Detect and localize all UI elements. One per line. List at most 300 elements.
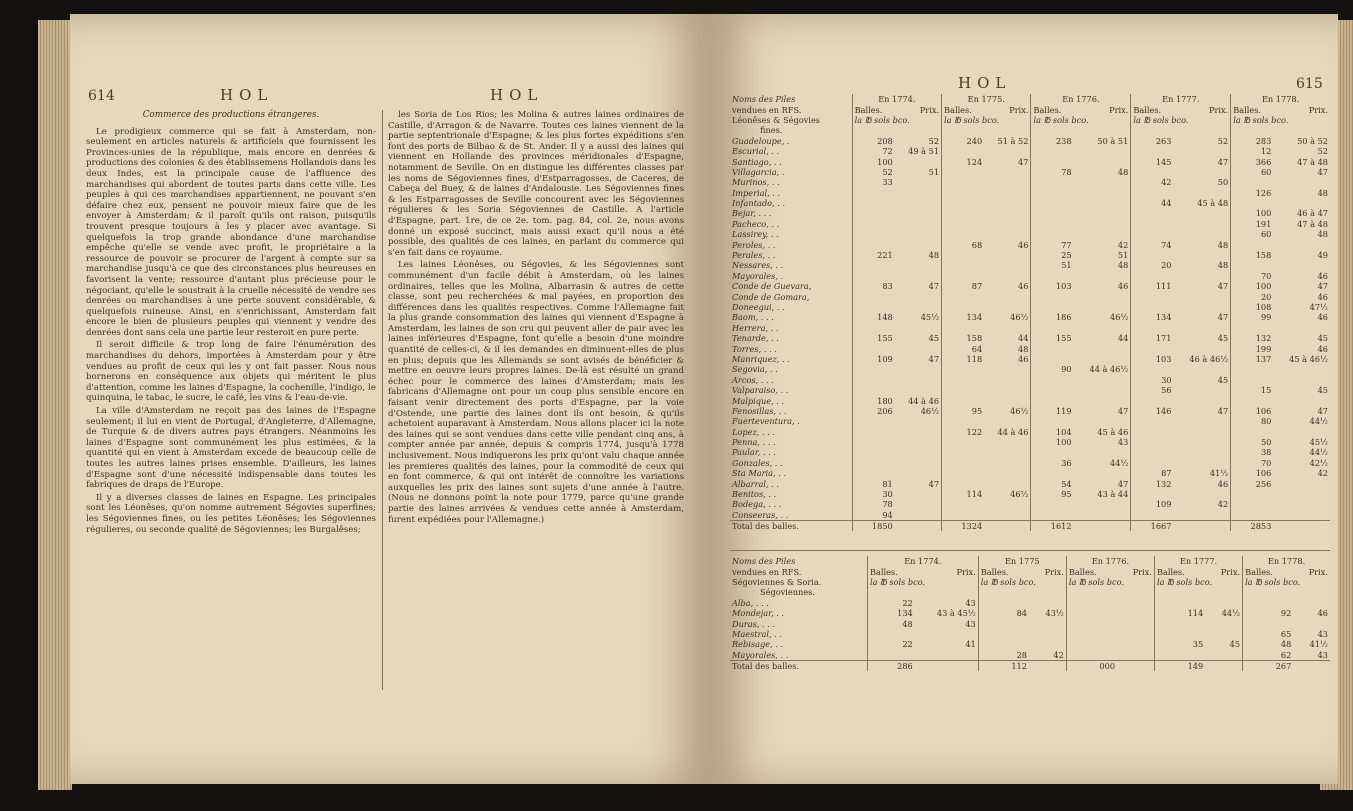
table-cell	[1074, 188, 1131, 198]
bales-header: Balles.	[1154, 566, 1205, 576]
total-value: 1667	[1131, 521, 1174, 532]
pile-name: Sta Maria, . .	[732, 468, 787, 479]
pile-name: Lopez, . . .	[732, 426, 775, 437]
table-cell	[867, 650, 914, 661]
pile-name: Santiago, . .	[732, 156, 782, 167]
column-header-row	[730, 104, 1330, 114]
pile-name: Mayorales, .	[732, 270, 784, 281]
table-cell: 47½	[1309, 302, 1328, 312]
table-row	[730, 156, 1330, 166]
pile-name: Imperial, . .	[732, 187, 781, 198]
totals-row	[730, 521, 1330, 532]
table-cell	[852, 323, 895, 333]
table-row	[730, 271, 1330, 281]
wool-sales-table-2	[730, 556, 1330, 671]
pile-name: Valparaiso, . .	[732, 385, 789, 396]
table-cell	[1131, 167, 1174, 177]
table-row	[730, 468, 1330, 478]
table-cell: 78	[1031, 167, 1074, 177]
pile-name: Mayorales, . .	[732, 649, 789, 660]
table-cell: 15	[1231, 385, 1274, 395]
table-cell	[1273, 395, 1330, 405]
table-cell	[1273, 478, 1330, 488]
table-cell	[1066, 608, 1117, 618]
table-cell	[1173, 219, 1230, 229]
paragraph: La ville d'Amsterdam ne reçoit pas des laines de l'Espagne seulement; il lui en vient de Portugal, d'Angleterre, d'Allemagne, de Turquie & de divers autres pays étrangers. Néanmoins les laines d'Espagne sont communément les plus estimées, & la quantité qui en vient à Amsterdam excede de beaucoup celle de toutes les autres laines prises ensemble. D'ailleurs, les laines d'Espagne sont d'une nécessité indispensable dans toutes les fabriques de draps de l'Europe.	[86, 406, 376, 491]
table-cell	[1154, 629, 1205, 639]
table-row	[730, 447, 1330, 457]
table-cell: 70	[1231, 271, 1274, 281]
table-cell	[984, 468, 1031, 478]
table-row	[730, 499, 1330, 509]
table-cell	[984, 291, 1031, 301]
table-cell: 47	[1117, 405, 1129, 416]
table-cell: 46½	[1109, 312, 1129, 323]
table-cell	[1231, 510, 1274, 521]
table-cell: 46	[1317, 270, 1328, 281]
table-cell: 106	[1231, 468, 1274, 478]
table-cell: 30	[852, 489, 895, 499]
table-row	[730, 354, 1330, 364]
table-cell	[895, 208, 942, 218]
price-header: Prix.	[956, 566, 976, 577]
table-cell	[895, 385, 942, 395]
table-cell	[942, 188, 985, 198]
table-cell: 99	[1231, 312, 1274, 322]
table-cell	[1031, 219, 1074, 229]
table-cell	[1074, 219, 1131, 229]
table-cell	[1293, 618, 1330, 628]
table-cell: 206	[852, 406, 895, 416]
table-cell	[1031, 146, 1074, 156]
bales-header: Balles.	[1243, 566, 1294, 576]
table-cell: 30	[1131, 375, 1174, 385]
table-cell	[1031, 510, 1074, 521]
pile-name: Bejar, . . .	[732, 208, 772, 219]
table-cell: 100	[1031, 437, 1074, 447]
table-cell: 119	[1031, 406, 1074, 416]
table-cell	[895, 447, 942, 457]
table-cell	[984, 437, 1031, 447]
table-cell	[895, 177, 942, 187]
table-cell	[1117, 629, 1154, 639]
pile-name: Fenosillas, . .	[732, 405, 787, 416]
table-cell	[1173, 167, 1230, 177]
table-cell	[852, 188, 895, 198]
table-row	[730, 395, 1330, 405]
table-cell	[852, 343, 895, 353]
table-cell	[1074, 395, 1131, 405]
table-cell: 240	[942, 136, 985, 146]
table-row	[730, 188, 1330, 198]
table-row	[730, 406, 1330, 416]
table-cell	[984, 499, 1031, 509]
table-cell: 124	[942, 156, 985, 166]
table-row	[730, 416, 1330, 426]
price-header: Prix.	[1220, 566, 1241, 577]
unit-label: la ℔ sols bco.	[1231, 115, 1330, 125]
table-cell	[1273, 375, 1330, 385]
table-cell	[1273, 510, 1330, 521]
table-cell	[1074, 177, 1131, 187]
table-cell	[984, 198, 1031, 208]
category-label: Ségoviennes & Soria.	[732, 576, 822, 587]
table-cell	[942, 499, 985, 509]
price-header: Prix.	[919, 104, 940, 115]
table-cell	[1066, 650, 1117, 661]
table-row	[730, 598, 1330, 608]
table-cell	[1231, 489, 1274, 499]
table-cell	[978, 618, 1029, 628]
table-cell: 46	[1317, 343, 1328, 354]
table-row	[730, 650, 1330, 661]
table-cell: 134	[942, 312, 985, 322]
table-cell: 22	[867, 598, 914, 608]
table-cell	[942, 510, 985, 521]
pile-name: Tenarde, . .	[732, 333, 779, 344]
bales-header: Balles.	[1031, 104, 1074, 114]
table-cell	[1273, 239, 1330, 249]
table-cell	[1205, 650, 1242, 661]
pile-name: Conseeras, . .	[732, 509, 789, 520]
total-value	[1074, 521, 1131, 532]
table-cell	[895, 271, 942, 281]
table-row	[730, 489, 1330, 499]
table-cell: 46½	[920, 405, 940, 416]
paragraph: Le prodigieux commerce qui se fait à Amsterdam, non-seulement en articles naturels & artificiels que fournissent les Provinces-unies de la république, mais encore en denrées & productions des colonies & des établissemens Hollandois dans les deux Indes, est la principale cause de l'affluence des marchandises qui abordent de toutes parts dans cette ville. Les peuples à qui ces marchandises appartiennent, ne pouvant s'en défaire chez eux, pensent ne pouvoir mieux faire que de les envoyer à Amsterdam; & il paroît qu'ils ont raison, puisqu'ils trouvent presque toujours à les y placer avec avantage. Si quelquefois la trop grande abondance d'une marchandise empêche qu'elle se vende avec profit, le propriétaire a la ressource de pouvoir se procurer de l'argent à compte sur sa marchandise jusqu'à ce que des circonstances plus heureuses en favorisent la vente; ressource d'autant plus précieuse pour le négociant, qu'elle le soustrait à la cruelle nécessité de vendre ses denrées ou marchandises à une perte souvent considérable, & quelquefois ruineuse. Ainsi, en s'enrichissant, Amsterdam fait encore le bien de plusieurs peuples qui viennent y vendre des denrées dont sans cela une partie leur resteroit en pure perte.	[86, 126, 376, 338]
year-header: En 1777.	[1131, 94, 1231, 104]
table-cell	[1031, 323, 1074, 333]
table-cell	[852, 427, 895, 437]
table-cell	[895, 489, 942, 499]
table-cell: 100	[1231, 281, 1274, 291]
table-cell	[1231, 499, 1274, 509]
unit-label: la ℔ sols bco.	[1066, 577, 1154, 587]
empty-cell	[852, 125, 941, 135]
unit-label: la ℔ sols bco.	[942, 115, 1031, 125]
table-cell	[1074, 198, 1131, 208]
table-cell	[1029, 618, 1066, 628]
table-cell: 366	[1231, 156, 1274, 166]
table-cell	[895, 323, 942, 333]
table-cell: 95	[1031, 489, 1074, 499]
table-cell: 92	[1243, 608, 1294, 618]
table-cell	[1231, 427, 1274, 437]
table-row	[730, 437, 1330, 447]
table-cell	[1031, 354, 1074, 364]
table-cell	[1231, 239, 1274, 249]
table-cell	[1029, 629, 1066, 639]
table-cell	[895, 510, 942, 521]
total-value: 267	[1243, 660, 1294, 671]
table-cell	[984, 188, 1031, 198]
table-cell	[1205, 618, 1242, 628]
left-page-number: 614	[88, 88, 115, 104]
table-cell	[942, 468, 985, 478]
table-cell: 100	[852, 156, 895, 166]
table-cell	[1074, 354, 1131, 364]
table-cell	[1131, 343, 1174, 353]
year-header: En 1778.	[1243, 556, 1330, 566]
unit-row-2	[730, 587, 1330, 597]
left-column-1	[86, 110, 376, 537]
table-cell	[984, 458, 1031, 468]
table-cell: 38	[1231, 447, 1274, 457]
table-row	[730, 208, 1330, 218]
table-cell	[1131, 364, 1174, 374]
table-cell	[1031, 177, 1074, 187]
table-cell	[984, 478, 1031, 488]
table-cell	[984, 219, 1031, 229]
table-cell	[852, 375, 895, 385]
table-cell: 51	[1031, 260, 1074, 270]
table-cell: 74	[1131, 239, 1174, 249]
table-cell	[1131, 510, 1174, 521]
table-cell	[1074, 343, 1131, 353]
table-cell: 45 à 48	[1197, 198, 1229, 209]
table-cell: 256	[1231, 478, 1274, 488]
unit-label: la ℔ sols bco.	[1243, 577, 1330, 587]
table-cell	[1031, 156, 1074, 166]
table-cell	[1173, 188, 1230, 198]
table-cell	[1154, 598, 1205, 608]
pile-name: Nessares, . .	[732, 260, 784, 271]
table-cell: 46	[1317, 291, 1328, 302]
totals-label: Total des balles.	[730, 660, 867, 671]
table-cell	[1154, 650, 1205, 661]
section-heading: Commerce des productions étrangeres.	[142, 110, 320, 120]
table-cell: 48	[1018, 343, 1029, 354]
table-cell	[984, 250, 1031, 260]
table-cell	[1273, 364, 1330, 374]
table-cell	[895, 364, 942, 374]
table-cell: 45½	[920, 312, 940, 323]
pile-name: Fuerteventura, .	[732, 416, 800, 427]
table-row	[730, 458, 1330, 468]
bales-header: Balles.	[1231, 104, 1274, 114]
table-row	[730, 219, 1330, 229]
pile-name: Conde de Gomara,	[732, 291, 810, 302]
table-cell: 44½	[1309, 447, 1328, 458]
table-cell: 132	[1231, 333, 1274, 343]
table-cell	[1273, 177, 1330, 187]
table-cell	[1173, 385, 1230, 395]
table-cell	[1074, 447, 1131, 457]
table-cell: 208	[852, 136, 895, 146]
table-cell: 22	[867, 639, 914, 649]
table-cell: 48	[1317, 187, 1328, 198]
table-cell: 84	[978, 608, 1029, 618]
table-cell	[942, 260, 985, 270]
table-cell: 46	[1018, 281, 1029, 292]
unit-label: la ℔ sols bco.	[867, 577, 978, 587]
table-cell	[1074, 499, 1131, 509]
table-cell	[984, 260, 1031, 270]
table-cell	[1173, 416, 1230, 426]
total-value: 112	[978, 660, 1029, 671]
table-cell	[942, 177, 985, 187]
table-cell	[1131, 323, 1174, 333]
table-cell	[1243, 598, 1294, 608]
table-cell: 47	[1317, 166, 1328, 177]
table-cell	[1074, 302, 1131, 312]
table-cell: 103	[1131, 354, 1174, 364]
table-cell	[1273, 260, 1330, 270]
table-cell: 33	[852, 177, 895, 187]
table-cell: 47	[1317, 281, 1328, 292]
table-cell: 43 à 45½	[936, 608, 976, 619]
table-cell: 109	[1131, 499, 1174, 509]
table-cell	[1173, 302, 1230, 312]
table-row	[730, 323, 1330, 333]
pile-name: Murinos, . .	[732, 177, 780, 188]
table-cell: 45	[928, 333, 940, 344]
table-cell: 48	[1243, 639, 1294, 649]
table-cell	[895, 156, 942, 166]
table-cell: 43	[1317, 628, 1328, 639]
table-cell: 65	[1243, 629, 1294, 639]
total-value	[1273, 521, 1330, 532]
open-book	[20, 14, 1340, 798]
table-cell	[1173, 208, 1230, 218]
table-cell: 47 à 48	[1297, 218, 1328, 229]
table-cell	[1074, 375, 1131, 385]
table-cell: 47	[1217, 156, 1229, 167]
unit-label: la ℔ sols bco.	[1131, 115, 1231, 125]
table-cell	[895, 219, 942, 229]
table-cell	[852, 291, 895, 301]
table-row	[730, 260, 1330, 270]
bales-header: Balles.	[1066, 566, 1117, 576]
table-cell	[1173, 291, 1230, 301]
table-cell	[1031, 375, 1074, 385]
table-cell	[942, 375, 985, 385]
table-cell: 44½	[1221, 608, 1241, 619]
table-cell: 68	[942, 239, 985, 249]
total-value	[1173, 521, 1230, 532]
table-cell: 64	[942, 343, 985, 353]
unit-label: la ℔ sols bco.	[978, 577, 1066, 587]
table-cell	[984, 271, 1031, 281]
table-cell: 47	[928, 281, 940, 292]
table-cell	[852, 260, 895, 270]
table-cell	[942, 208, 985, 218]
name-header: Noms des Piles	[732, 94, 796, 105]
table-cell: 155	[1031, 333, 1074, 343]
price-header: Prix.	[1208, 104, 1229, 115]
table-cell: 50 à 52	[1297, 135, 1328, 146]
unit-row	[730, 115, 1330, 125]
unit-row	[730, 577, 1330, 587]
table-cell	[1031, 499, 1074, 509]
pile-name: Penna, . . .	[732, 437, 776, 448]
unit-row-2	[730, 125, 1330, 135]
bales-header: Balles.	[1131, 104, 1174, 114]
table-cell: 155	[852, 333, 895, 343]
pile-name: Infantado, . .	[732, 198, 786, 209]
pile-name: Segovia, . .	[732, 364, 778, 375]
table-cell	[1231, 198, 1274, 208]
table-cell	[1117, 639, 1154, 649]
table-cell: 146	[1131, 406, 1174, 416]
table-row	[730, 510, 1330, 521]
total-value	[915, 660, 978, 671]
table-cell: 44	[1018, 333, 1029, 344]
table-cell: 108	[1231, 302, 1274, 312]
table-cell	[1117, 598, 1154, 608]
table-cell	[1131, 437, 1174, 447]
table-cell: 42	[1131, 177, 1174, 187]
price-header: Prix.	[1109, 104, 1129, 115]
table-cell: 171	[1131, 333, 1174, 343]
table-row	[730, 177, 1330, 187]
table-cell	[1066, 639, 1117, 649]
table-cell	[852, 229, 895, 239]
wool-sales-table-1	[730, 94, 1330, 531]
table-cell	[895, 198, 942, 208]
table-cell	[1031, 395, 1074, 405]
table-cell	[895, 302, 942, 312]
pile-name: Alba, . . .	[732, 597, 769, 608]
empty-cell	[978, 587, 1066, 597]
table-cell	[1231, 375, 1274, 385]
total-value: 1324	[942, 521, 985, 532]
table-cell	[942, 250, 985, 260]
name-header: Noms des Piles	[732, 556, 796, 567]
table-cell: 114	[942, 489, 985, 499]
table-row	[730, 333, 1330, 343]
table-cell	[1173, 447, 1230, 457]
table-cell	[852, 437, 895, 447]
pile-name: Malpique, . .	[732, 395, 785, 406]
column-header-row	[730, 566, 1330, 576]
table-cell: 134	[867, 608, 914, 618]
table-cell	[1074, 229, 1131, 239]
table-cell	[852, 416, 895, 426]
table-cell: 83	[852, 281, 895, 291]
table-cell: 45	[1217, 374, 1229, 385]
pile-name: Perales, . .	[732, 250, 776, 261]
table-cell: 46	[1317, 608, 1328, 619]
table-cell	[1231, 323, 1274, 333]
right-page-number: 615	[1296, 76, 1323, 92]
table-cell	[942, 395, 985, 405]
table-cell	[1205, 629, 1242, 639]
table-cell	[942, 437, 985, 447]
table-cell	[867, 629, 914, 639]
table-cell: 46 à 47	[1297, 208, 1328, 219]
table-cell	[852, 198, 895, 208]
table-cell	[1131, 427, 1174, 437]
table-cell	[942, 323, 985, 333]
table-cell	[895, 260, 942, 270]
table-cell	[1231, 364, 1274, 374]
total-value	[1293, 660, 1330, 671]
pile-name: Baom, . . .	[732, 312, 774, 323]
year-header: En 1777.	[1154, 556, 1242, 566]
table-cell	[1173, 437, 1230, 447]
table-cell: 180	[852, 395, 895, 405]
table-cell	[1173, 229, 1230, 239]
table-cell	[984, 177, 1031, 187]
table-cell	[942, 271, 985, 281]
table-cell: 48	[928, 250, 940, 261]
table-cell: 52	[928, 135, 940, 146]
table-cell: 50	[1217, 177, 1229, 188]
category-label: fines.	[760, 125, 783, 136]
table-cell	[895, 416, 942, 426]
pile-name: Benitos, . .	[732, 489, 777, 500]
